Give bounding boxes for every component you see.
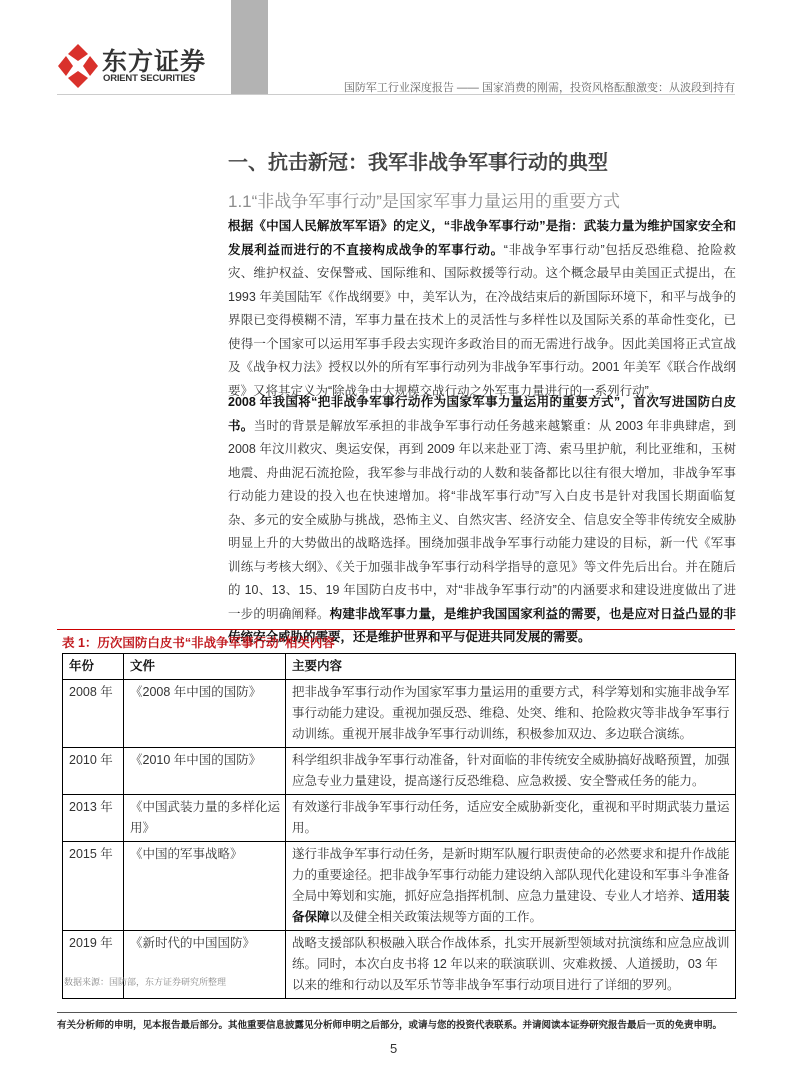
header-content: 主要内容 xyxy=(286,654,736,680)
table-caption-divider xyxy=(57,629,735,630)
paragraph-bold-lead: 根据《中国人民解放军军语》的定义，“非战争军事行动”是指：武装力量为维护国家安全和发展利益而进行的不直接构成战争的军事行动。 xyxy=(228,219,736,257)
footer-divider xyxy=(57,1012,737,1013)
cell-year: 2019 年 xyxy=(63,931,124,999)
table-source: 数据来源：国防部，东方证券研究所整理 xyxy=(64,977,227,987)
cell-year: 2015 年 xyxy=(63,842,124,931)
header-gray-bar xyxy=(231,0,268,95)
cell-year: 2013 年 xyxy=(63,795,124,842)
page-number: 5 xyxy=(390,1041,398,1056)
whitepaper-table xyxy=(62,653,736,999)
cell-content: 科学组织非战争军事行动准备，针对面临的非传统安全威胁搞好战略预置，加强应急专业力量建设，提高遂行反恐维稳、应急救援、安全警戒任务的能力。 xyxy=(286,748,736,795)
footer-disclaimer: 有关分析师的申明，见本报告最后部分。其他重要信息披露见分析师申明之后部分，或请与您的投资代表联系。并请阅读本证券研究报告最后一页的免责申明。 xyxy=(57,1020,723,1031)
orient-securities-logo xyxy=(58,42,228,92)
cell-content: 有效遂行非战争军事行动任务，适应安全威胁新变化，重视和平时期武装力量运用。 xyxy=(286,795,736,842)
paragraph-text: 当时的背景是解放军承担的非战争军事行动任务越来越繁重：从 2003 年非典肆虐，到 2008 年汶川救灾、奥运安保，再到 2009 年以来赴亚丁湾、索马里护航，利比亚维和，玉树地震、舟曲泥石流抢险，我军参与非战行动的人数和装备都比以往有很大增加，非战争军事行动能力建设的投入也在快速增加。将“非战军事行动”写入白皮书是针对我国长期面临复杂、多元的安全威胁与挑战，恐怖主义、自然灾害、经济安全、信息安全等非传统安全威胁明显上升的大势做出的战略选择。围绕加强非战争军事行动能力建设的目标，新一代《军事训练与考核大纲》、《关于加强非战争军事行动科学指导的意见》等文件先后出台。并在随后的 10、13、15、19 年国防白皮书中，对“非战争军事行动”的内涵要求和建设进度做出了进一步的明确阐释。 xyxy=(228,418,736,621)
cell-content-text: 遂行非战争军事行动任务，是新时期军队履行职责使命的必然要求和提升作战能力的重要途径。把非战争军事行动能力建设纳入部队现代化建设和军事斗争准备全局中筹划和实施，抓好应急指挥机制、应急力量建设、专业人才培养、 xyxy=(292,847,730,903)
logo-mark-icon xyxy=(58,44,98,88)
paragraph-definition xyxy=(228,215,736,403)
logo-english-text: ORIENT SECURITIES xyxy=(103,73,196,84)
cell-document: 《2010 年中国的国防》 xyxy=(124,748,286,795)
table-row xyxy=(63,931,736,999)
cell-content xyxy=(286,842,736,931)
table-row xyxy=(63,795,736,842)
paragraph-text: “非战争军事行动”包括反恐维稳、抢险救灾、维护权益、安保警戒、国际维和、国际救援等行动。这个概念最早由美国正式提出，在 1993 年美国陆军《作战纲要》中，美军认为，在冷战结束后的新国际环境下，和平与战争的界限已变得模糊不清，军事力量在技术上的灵活性与多样性以及国际关系的革命性变化，已使得一个国家可以运用军事手段去实现许多政治目的而无需进行战争。因此美国将正式宣战及《战争权力法》授权以外的所有军事行动列为非战争军事行动。2001 年美军《联合作战纲要》又将其定义为“除战争中大规模交战行动之外军事力量进行的一系列行动”。 xyxy=(228,242,736,398)
paragraph-2008-whitepaper xyxy=(228,391,736,650)
cell-year: 2010 年 xyxy=(63,748,124,795)
header-divider xyxy=(57,94,735,95)
cell-content: 战略支援部队积极融入联合作战体系，扎实开展新型领域对抗演练和应急应战训练。同时，本次白皮书将 12 年以来的联演联训、灾难救援、人道援助，03 年以来的维和行动以及军乐节等非战争军事行动项目进行了详细的罗列。 xyxy=(286,931,736,999)
paragraph-bold-lead: 2008 年我国将“把非战争军事行动作为国家军事力量运用的重要方式”，首次写进国防白皮书。 xyxy=(228,395,736,433)
table-row xyxy=(63,842,736,931)
paragraph-bold-conclusion: 构建非战军事力量，是维护我国国家利益的需要，也是应对日益凸显的非传统安全威胁的需要，还是维护世界和平与促进共同发展的需要。 xyxy=(228,606,736,644)
section-title: 一、抗击新冠：我军非战争军事行动的典型 xyxy=(228,152,608,174)
cell-year: 2008 年 xyxy=(63,680,124,748)
cell-content-bold: 适用装备保障 xyxy=(292,889,730,924)
cell-content: 把非战争军事行动作为国家军事力量运用的重要方式，科学筹划和实施非战争军事行动能力建设。重视加强反恐、维稳、处突、维和、抢险救灾等非战争军事行动训练。重视开展非战争军事行动训练，积极参加双边、多边联合演练。 xyxy=(286,680,736,748)
cell-document: 《中国武装力量的多样化运用》 xyxy=(124,795,286,842)
cell-document: 《2008 年中国的国防》 xyxy=(124,680,286,748)
cell-content-text-after: 以及健全相关政策法规等方面的工作。 xyxy=(329,910,543,924)
cell-document: 《中国的军事战略》 xyxy=(124,842,286,931)
table-header-row xyxy=(63,654,736,680)
subsection-title: 1.1“非战争军事行动”是国家军事力量运用的重要方式 xyxy=(228,192,620,211)
table-caption: 表 1：历次国防白皮书“非战争军事行动”相关内容 xyxy=(62,636,335,650)
header-document: 文件 xyxy=(124,654,286,680)
table-row xyxy=(63,680,736,748)
table-row xyxy=(63,748,736,795)
cell-document: 《新时代的中国国防》 xyxy=(124,931,286,999)
report-header-title: 国防军工行业深度报告 —— 国家消费的刚需，投资风格酝酿激变：从波段到持有 xyxy=(343,82,735,94)
header-year: 年份 xyxy=(63,654,124,680)
logo-chinese-text: 东方证券 xyxy=(102,48,207,76)
